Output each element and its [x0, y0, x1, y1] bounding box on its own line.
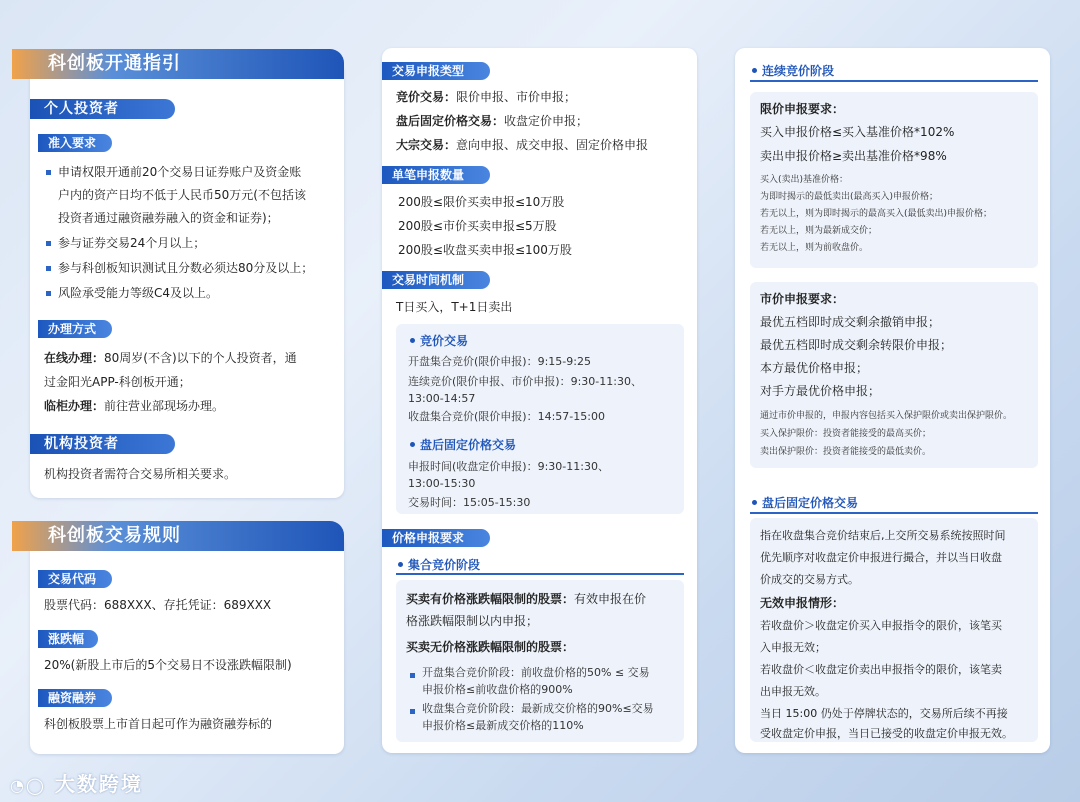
margin-text: 科创板股票上市首日起可作为融资融券标的	[44, 717, 273, 731]
market-row-2: 最优五档即时成交剩余转限价申报；	[760, 338, 953, 352]
margin-tag: 融资融券	[38, 689, 112, 707]
type-row-2: 盘后固定价格交易：收盘定价申报；	[396, 114, 589, 128]
code-text: 股票代码：688XXX、存托凭证：689XXX	[44, 598, 272, 612]
call-rule	[396, 573, 684, 575]
cont-title: 连续竞价阶段	[750, 62, 834, 79]
after-row-3: 交易时间：15:05-15:30	[408, 496, 531, 509]
banner-open-guide: 科创板开通指引	[12, 49, 344, 79]
invalid-row-6: 受收盘定价申报，当日已接受的收盘定价申报无效。	[760, 727, 1013, 740]
invalid-row-3: 若收盘价＜收盘定价卖出申报指令的限价，该笔卖	[760, 663, 1002, 676]
invalid-row-1: 若收盘价＞收盘定价买入申报指令的限价，该笔买	[760, 619, 1002, 632]
auction-row-1: 开盘集合竞价(限价申报)：9:15-9:25	[408, 355, 591, 368]
market-row-3: 本方最优价格申报；	[760, 361, 869, 375]
brand-logo-text: 大数跨境	[54, 772, 143, 796]
call-item-1b: 申报价格≤前收盘价格的900%	[422, 683, 573, 696]
limit-small-5: 若无以上，则为前收盘价。	[760, 243, 869, 253]
after-right-row-3: 价成交的交易方式。	[760, 573, 859, 586]
after-right-row-1: 指在收盘集合竞价结束后,上交所交易系统按照时间	[760, 529, 1006, 542]
time-tag: 交易时间机制	[382, 271, 490, 289]
limit-tag: 涨跌幅	[38, 630, 98, 648]
limit-small-4: 若无以上，则为最新成交价；	[760, 226, 878, 236]
limit-text: 20%(新股上市后的5个交易日不设涨跌幅限制)	[44, 658, 292, 672]
counter-row: 临柜办理：前往营业部现场办理。	[44, 399, 225, 413]
market-row-1: 最优五档即时成交剩余撤销申报；	[760, 315, 941, 329]
qty-row-1: 200股≤限价买卖申报≤10万股	[398, 195, 565, 209]
auction-row-3: 13:00-14:57	[408, 392, 476, 405]
limit-small-3: 若无以上，则为即时揭示的最高买入(最低卖出)申报价格；	[760, 209, 993, 219]
after-right-row-2: 优先顺序对收盘定价申报进行撮合，并以当日收盘	[760, 551, 1002, 564]
brand-logo	[10, 768, 143, 797]
after-title-mid: 盘后固定价格交易	[408, 436, 516, 453]
limit-row-1: 买入申报价格≤买入基准价格*102%	[760, 125, 955, 139]
auction-title: 竞价交易	[408, 332, 468, 349]
type-row-3: 大宗交易：意向申报、成交申报、固定价格申报	[396, 138, 649, 152]
type-tag: 交易申报类型	[382, 62, 490, 80]
qty-row-3: 200股≤收盘买卖申报≤100万股	[398, 243, 572, 257]
institution-text: 机构投资者需符合交易所相关要求。	[44, 467, 237, 481]
call-item-1: 开盘集合竞价阶段：前收盘价格的50% ≤ 交易	[408, 664, 650, 682]
market-small-3: 卖出保护限价：投资者能接受的最低卖价。	[760, 447, 932, 457]
invalid-row-2: 入申报无效；	[760, 641, 826, 654]
cont-rule	[750, 80, 1038, 82]
qty-row-2: 200股≤市价买卖申报≤5万股	[398, 219, 557, 233]
access-item-4: 风险承受能力等级C4及以上。	[44, 282, 218, 305]
qty-tag: 单笔申报数量	[382, 166, 490, 184]
market-req-title: 市价申报要求：	[760, 292, 845, 306]
call-item-2b: 申报价格≤最新成交价格的110%	[422, 719, 584, 732]
limit-small-2: 为即时揭示的最低卖出(最高买入)申报价格；	[760, 192, 939, 202]
institution-tag: 机构投资者	[30, 434, 175, 454]
time-text: T日买入，T+1日卖出	[396, 300, 513, 314]
invalid-row-5: 当日 15:00 仍处于停牌状态的，交易所后续不再接	[760, 707, 1008, 720]
after-title-right: 盘后固定价格交易	[750, 494, 858, 511]
limit-small-1: 买入(卖出)基准价格：	[760, 175, 849, 185]
limit-row-2: 卖出申报价格≥卖出基准价格*98%	[760, 149, 947, 163]
access-item-1c: 投资者通过融资融券融入的资金和证券)；	[58, 211, 279, 225]
price-tag: 价格申报要求	[382, 529, 490, 547]
after-rule	[750, 512, 1038, 514]
invalid-title: 无效申报情形：	[760, 596, 845, 610]
individual-investor-tag: 个人投资者	[30, 99, 175, 119]
access-req-tag: 准入要求	[38, 134, 112, 152]
access-item-3: 参与科创板知识测试且分数必须达80分及以上；	[44, 257, 313, 280]
after-row-1: 申报时间(收盘定价申报)：9:30-11:30、	[408, 460, 609, 473]
invalid-row-4: 出申报无效。	[760, 685, 826, 698]
auction-row-2: 连续竞价(限价申报、市价申报)：9:30-11:30、	[408, 375, 642, 388]
auction-row-4: 收盘集合竞价(限价申报)：14:57-15:00	[408, 410, 605, 423]
brand-logo-icon: ◔◯	[10, 776, 46, 795]
online-row: 在线办理：80周岁(不含)以下的个人投资者，通	[44, 351, 297, 365]
after-row-2: 13:00-15:30	[408, 477, 476, 490]
call-title: 集合竞价阶段	[396, 556, 480, 573]
type-row-1: 竞价交易：限价申报、市价申报；	[396, 90, 577, 104]
banner-trade-rules: 科创板交易规则	[12, 521, 344, 551]
limit-req-title: 限价申报要求：	[760, 102, 845, 116]
market-small-1: 通过市价申报的，申报内容包括买入保护限价或卖出保护限价。	[760, 411, 1013, 421]
market-row-4: 对手方最优价格申报；	[760, 384, 881, 398]
market-small-2: 买入保护限价：投资者能接受的最高买价；	[760, 429, 932, 439]
online-row-2: 过金阳光APP-科创板开通；	[44, 375, 191, 389]
call-item-2: 收盘集合竞价阶段：最新成交价格的90%≤交易	[408, 700, 654, 718]
code-tag: 交易代码	[38, 570, 112, 588]
call-row-2: 买卖无价格涨跌幅限制的股票：	[406, 640, 575, 654]
left-top-card	[30, 62, 344, 498]
method-tag: 办理方式	[38, 320, 112, 338]
access-item-1: 申请权限开通前20个交易日证券账户及资金账	[44, 161, 344, 184]
access-item-2: 参与证券交易24个月以上；	[44, 232, 205, 255]
call-row-1: 买卖有价格涨跌幅限制的股票：有效申报在价	[406, 592, 647, 606]
access-item-1b: 户内的资产日均不低于人民币50万元(不包括该	[58, 188, 306, 202]
call-row-1b: 格涨跌幅限制以内申报；	[406, 614, 539, 628]
